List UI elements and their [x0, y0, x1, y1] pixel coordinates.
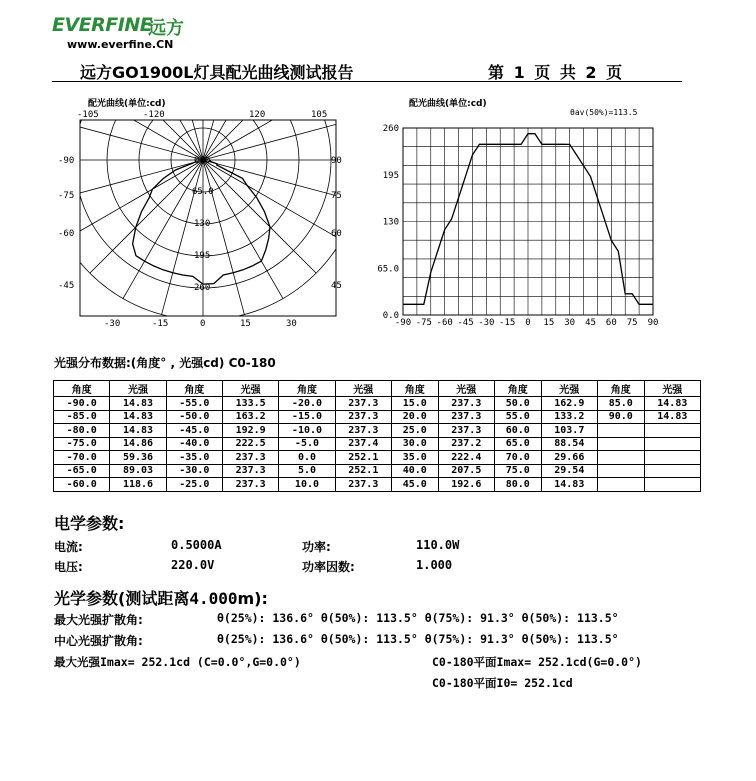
optical-heading: [54, 586, 268, 609]
polar-bottom-label: -15: [152, 319, 169, 329]
angle-cell: -45.0: [166, 424, 222, 438]
x-tick-label: -30: [478, 318, 495, 328]
angle-cell: -90.0: [54, 397, 110, 411]
angle-cell: 25.0: [391, 424, 438, 438]
table-row: [54, 397, 701, 411]
angle-cell: -60.0: [54, 478, 110, 492]
angle-cell: -50.0: [166, 410, 222, 424]
x-tick-label: -60: [436, 318, 453, 328]
polar-top-label: 105: [311, 110, 328, 120]
x-tick-label: 90: [647, 318, 659, 328]
center-beam-values: θ(25%): 136.6° θ(50%): 113.5° θ(75%): 91.3° θ(50%): 113.5°: [217, 632, 619, 646]
polar-top-label: -120: [143, 110, 165, 120]
y-tick-label: 0.0: [382, 311, 399, 321]
polar-radial-label: 65.0: [192, 187, 214, 197]
col-header-angle: 角度: [597, 381, 644, 397]
theta-annotation: θav(50%)=113.5: [570, 108, 638, 117]
intensity-table: [53, 380, 701, 492]
angle-cell: 0.0: [279, 451, 335, 465]
intensity-cell: 14.83: [644, 410, 700, 424]
intensity-cell: [644, 437, 700, 451]
voltage-value: 220.0V: [171, 558, 215, 572]
angle-cell: 40.0: [391, 464, 438, 478]
angle-cell: -70.0: [54, 451, 110, 465]
intensity-cell: 118.6: [110, 478, 166, 492]
col-header-angle: 角度: [166, 381, 222, 397]
x-tick-label: -15: [499, 318, 516, 328]
polar-bottom-label: -30: [104, 319, 121, 329]
angle-cell: 50.0: [494, 397, 541, 411]
angle-cell: 75.0: [494, 464, 541, 478]
x-tick-label: 45: [585, 318, 596, 328]
angle-cell: -30.0: [166, 464, 222, 478]
table-row: [54, 424, 701, 438]
intensity-cell: 237.2: [438, 437, 494, 451]
electrical-heading: 电学参数:: [54, 514, 125, 533]
x-tick-label: -90: [394, 318, 412, 328]
intensity-cell: 103.7: [541, 424, 597, 438]
angle-cell: -75.0: [54, 437, 110, 451]
intensity-cell: [644, 451, 700, 465]
col-header-angle: 角度: [279, 381, 335, 397]
intensity-cell: 237.3: [335, 478, 391, 492]
polar-chart-title: 配光曲线(单位:cd): [88, 99, 166, 109]
polar-left-label: -45: [58, 281, 75, 291]
y-tick-label: 260: [382, 124, 399, 134]
max-beam-values: θ(25%): 136.6° θ(50%): 113.5° θ(75%): 91.3° θ(50%): 113.5°: [217, 611, 619, 625]
intensity-cell: 252.1: [335, 464, 391, 478]
polar-left-label: -75: [58, 191, 75, 201]
angle-cell: 35.0: [391, 451, 438, 465]
intensity-cell: 237.3: [438, 397, 494, 411]
polar-bottom-label: 0: [200, 319, 206, 329]
polar-spoke: [203, 119, 358, 160]
angle-cell: 90.0: [597, 410, 644, 424]
polar-chart: [60, 108, 360, 330]
intensity-cell: 14.83: [644, 397, 700, 411]
intensity-cell: 163.2: [222, 410, 278, 424]
angle-cell: -85.0: [54, 410, 110, 424]
polar-spoke: [90, 160, 203, 273]
polar-top-label: 120: [249, 110, 266, 120]
y-tick-label: 65.0: [377, 264, 399, 275]
col-header-angle: 角度: [391, 381, 438, 397]
power-value: 110.0W: [416, 538, 460, 552]
y-tick-label: 130: [382, 217, 399, 228]
angle-cell: [597, 451, 644, 465]
report-title: 远方GO1900L灯具配光曲线测试报告: [80, 63, 354, 82]
polar-right-label: 60: [331, 229, 342, 239]
intensity-cell: 237.3: [335, 424, 391, 438]
optical-heading-prefix: 光学参数(测试距离: [54, 589, 190, 608]
intensity-cell: 29.54: [541, 464, 597, 478]
optical-heading-suffix: m):: [237, 589, 268, 608]
angle-cell: [597, 437, 644, 451]
intensity-cell: 14.83: [110, 424, 166, 438]
polar-bottom-label: 30: [286, 319, 297, 329]
intensity-cell: 133.2: [541, 410, 597, 424]
power-factor-value: 1.000: [416, 558, 453, 572]
polar-spoke: [203, 160, 283, 299]
angle-cell: 20.0: [391, 410, 438, 424]
angle-cell: 85.0: [597, 397, 644, 411]
intensity-cell: 133.5: [222, 397, 278, 411]
intensity-cell: 237.3: [222, 451, 278, 465]
col-header-intensity: 光强: [438, 381, 494, 397]
angle-cell: -35.0: [166, 451, 222, 465]
polar-spoke: [64, 160, 203, 240]
polar-right-label: 75: [331, 191, 342, 201]
current-label: 电流:: [54, 540, 83, 554]
intensity-cell: 162.9: [541, 397, 597, 411]
col-header-angle: 角度: [54, 381, 110, 397]
x-tick-label: 75: [626, 318, 638, 328]
table-row: [54, 464, 701, 478]
angle-cell: 55.0: [494, 410, 541, 424]
intensity-cell: 237.3: [335, 410, 391, 424]
angle-cell: -10.0: [279, 424, 335, 438]
current-value: 0.5000A: [171, 538, 222, 552]
angle-cell: -40.0: [166, 437, 222, 451]
table-row: [54, 437, 701, 451]
cartesian-chart-title: 配光曲线(单位:cd): [409, 99, 487, 109]
center-beam-label: 中心光强扩散角:: [54, 634, 143, 648]
imax-text: 最大光强Imax= 252.1cd (C=0.0°,G=0.0°): [54, 655, 301, 669]
intensity-cell: 14.83: [541, 478, 597, 492]
max-beam-label: 最大光强扩散角:: [54, 613, 143, 627]
intensity-cell: 29.66: [541, 451, 597, 465]
angle-cell: 70.0: [494, 451, 541, 465]
x-tick-label: 15: [543, 318, 555, 328]
polar-bottom-label: 15: [240, 319, 251, 329]
polar-radial-label: 130: [194, 219, 211, 229]
intensity-cell: 237.3: [438, 410, 494, 424]
intensity-cell: 237.3: [335, 397, 391, 411]
angle-cell: -55.0: [166, 397, 222, 411]
intensity-cell: [644, 464, 700, 478]
intensity-cell: 14.83: [110, 397, 166, 411]
cartesian-chart: [375, 118, 665, 333]
angle-cell: -5.0: [279, 437, 335, 451]
page-info: 第 1 页 共 2 页: [488, 63, 623, 82]
intensity-cell: 59.36: [110, 451, 166, 465]
polar-radial-label: 195: [194, 251, 211, 261]
intensity-cell: 192.6: [438, 478, 494, 492]
intensity-cell: 14.83: [110, 410, 166, 424]
col-header-intensity: 光强: [222, 381, 278, 397]
data-heading: 光强分布数据:(角度° , 光强cd) C0-180: [54, 356, 276, 370]
intensity-cell: 14.86: [110, 437, 166, 451]
voltage-label: 电压:: [54, 560, 83, 574]
polar-right-label: 45: [331, 281, 342, 291]
optical-distance: 4.000: [189, 589, 238, 608]
angle-cell: -65.0: [54, 464, 110, 478]
x-tick-label: 0: [525, 318, 531, 328]
angle-cell: 15.0: [391, 397, 438, 411]
website-text: www.everfine.CN: [67, 38, 174, 51]
angle-cell: -20.0: [279, 397, 335, 411]
x-tick-label: -45: [457, 318, 474, 328]
logo-everfine: EVERFINE: [52, 14, 153, 36]
intensity-cell: 88.54: [541, 437, 597, 451]
power-label: 功率:: [302, 540, 331, 554]
polar-left-label: -90: [58, 156, 75, 166]
table-header-row: [54, 381, 701, 397]
intensity-cell: 192.9: [222, 424, 278, 438]
polar-radial-label: 260: [194, 283, 211, 293]
polar-radial-label: 0.0: [194, 156, 211, 166]
col-header-intensity: 光强: [335, 381, 391, 397]
polar-left-label: -60: [58, 229, 75, 239]
angle-cell: [597, 424, 644, 438]
intensity-cell: [644, 478, 700, 492]
angle-cell: 45.0: [391, 478, 438, 492]
intensity-cell: 237.3: [438, 424, 494, 438]
polar-spoke: [203, 160, 342, 240]
angle-cell: 60.0: [494, 424, 541, 438]
intensity-cell: 207.5: [438, 464, 494, 478]
intensity-cell: 237.4: [335, 437, 391, 451]
angle-cell: 80.0: [494, 478, 541, 492]
header-divider: [52, 81, 682, 82]
table-row: [54, 410, 701, 424]
polar-spoke: [203, 160, 316, 273]
x-tick-label: -75: [415, 318, 432, 328]
angle-cell: 30.0: [391, 437, 438, 451]
intensity-cell: 237.3: [222, 478, 278, 492]
polar-right-label: 90: [331, 156, 342, 166]
table-row: [54, 451, 701, 465]
intensity-cell: [644, 424, 700, 438]
plane-i0-text: C0-180平面I0= 252.1cd: [432, 676, 573, 690]
table-row: [54, 478, 701, 492]
angle-cell: 5.0: [279, 464, 335, 478]
col-header-angle: 角度: [494, 381, 541, 397]
angle-cell: [597, 464, 644, 478]
col-header-intensity: 光强: [644, 381, 700, 397]
angle-cell: -25.0: [166, 478, 222, 492]
angle-cell: 10.0: [279, 478, 335, 492]
polar-top-label: -105: [77, 110, 99, 120]
col-header-intensity: 光强: [541, 381, 597, 397]
polar-spoke: [203, 21, 283, 160]
intensity-cell: 222.4: [438, 451, 494, 465]
col-header-intensity: 光强: [110, 381, 166, 397]
intensity-cell: 237.3: [222, 464, 278, 478]
angle-cell: -15.0: [279, 410, 335, 424]
logo-chinese: 远方: [148, 18, 184, 39]
plane-imax-text: C0-180平面Imax= 252.1cd(G=0.0°): [432, 655, 642, 669]
angle-cell: -80.0: [54, 424, 110, 438]
y-tick-label: 195: [382, 170, 399, 181]
angle-cell: 65.0: [494, 437, 541, 451]
power-factor-label: 功率因数:: [302, 560, 355, 574]
intensity-cell: 252.1: [335, 451, 391, 465]
x-tick-label: 30: [564, 318, 576, 328]
polar-spoke: [48, 119, 203, 160]
intensity-cell: 222.5: [222, 437, 278, 451]
intensity-cell: 89.03: [110, 464, 166, 478]
x-tick-label: 60: [605, 318, 617, 328]
angle-cell: [597, 478, 644, 492]
